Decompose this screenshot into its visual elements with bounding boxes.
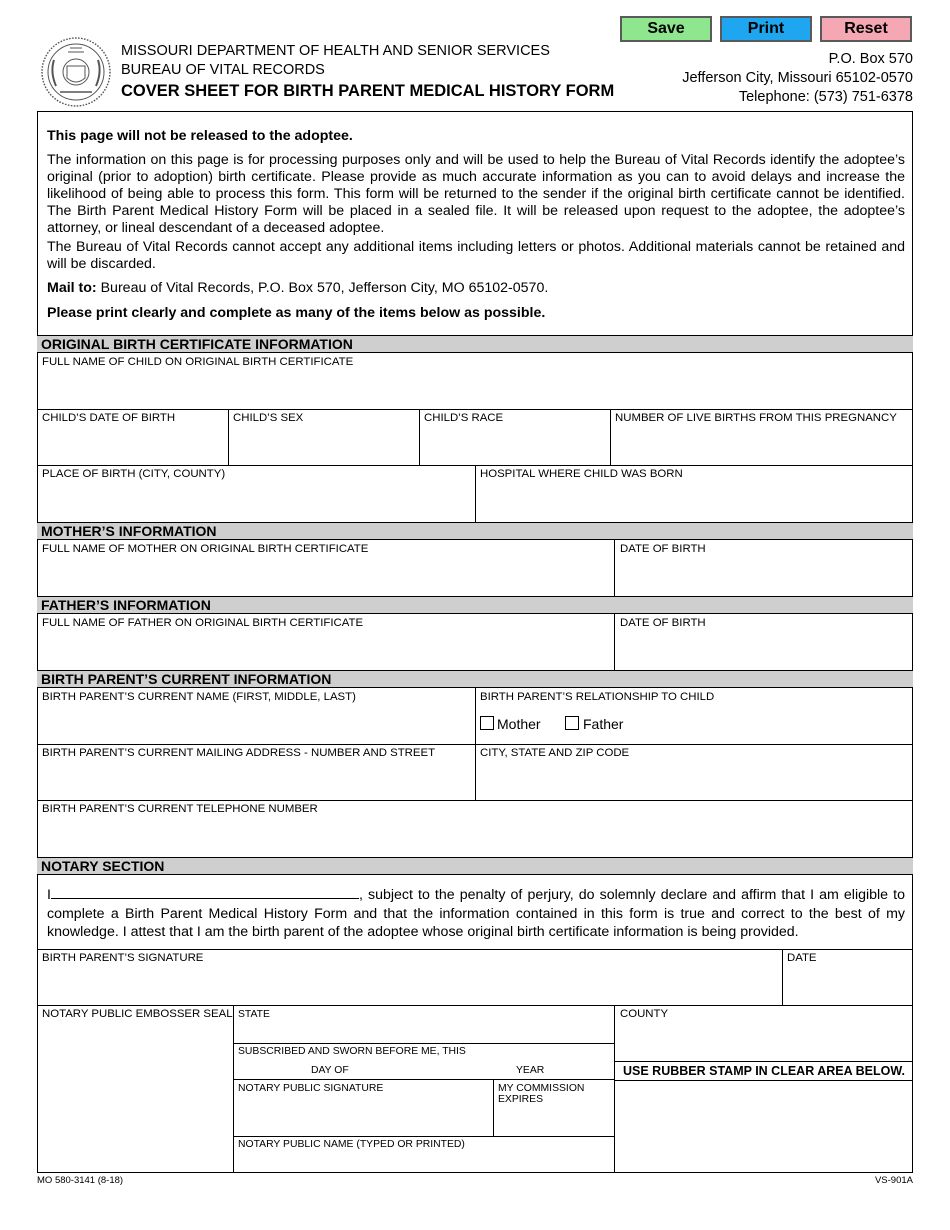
- day-of-label: DAY OF: [311, 1065, 349, 1076]
- save-button[interactable]: Save: [620, 16, 712, 42]
- mail-to-line: [47, 280, 905, 297]
- commission-expires-input[interactable]: [496, 1106, 612, 1134]
- signature-label: BIRTH PARENT’S SIGNATURE: [42, 952, 204, 964]
- bureau-name: BUREAU OF VITAL RECORDS: [121, 62, 325, 78]
- divider: [37, 744, 913, 745]
- section-current-information: BIRTH PARENT’S CURRENT INFORMATION: [37, 670, 913, 688]
- divider: [475, 465, 476, 522]
- subscribed-label: SUBSCRIBED AND SWORN BEFORE ME, THIS: [238, 1046, 466, 1057]
- telephone-input[interactable]: [40, 819, 910, 855]
- telephone-label: BIRTH PARENT’S CURRENT TELEPHONE NUMBER: [42, 803, 318, 815]
- father-name-input[interactable]: [40, 633, 612, 669]
- place-of-birth-label: PLACE OF BIRTH (CITY, COUNTY): [42, 468, 226, 480]
- child-sex-label: CHILD’S SEX: [233, 412, 304, 424]
- year-label: YEAR: [516, 1065, 545, 1076]
- mother-dob-input[interactable]: [617, 559, 911, 595]
- declaration-prefix: I: [47, 887, 51, 903]
- hospital-input[interactable]: [478, 484, 911, 520]
- divider: [228, 409, 229, 466]
- county-label: COUNTY: [620, 1008, 669, 1020]
- divider: [233, 1005, 234, 1173]
- divider: [614, 540, 615, 597]
- father-dob-label: DATE OF BIRTH: [620, 617, 706, 629]
- child-name-label: FULL NAME OF CHILD ON ORIGINAL BIRTH CERTIFICATE: [42, 356, 354, 368]
- live-births-input[interactable]: [613, 428, 911, 464]
- father-checkbox[interactable]: [565, 716, 579, 730]
- print-button[interactable]: Print: [720, 16, 812, 42]
- child-race-label: CHILD’S RACE: [424, 412, 504, 424]
- address-city: Jefferson City, Missouri 65102-0570: [682, 70, 913, 86]
- mother-name-input[interactable]: [40, 559, 612, 595]
- embosser-seal-label: NOTARY PUBLIC EMBOSSER SEAL: [42, 1008, 233, 1020]
- hospital-label: HOSPITAL WHERE CHILD WAS BORN: [480, 468, 683, 480]
- divider: [610, 409, 611, 466]
- agency-name: MISSOURI DEPARTMENT OF HEALTH AND SENIOR SERVICES: [121, 43, 550, 59]
- divider: [233, 1079, 614, 1080]
- intro-paragraph-1: The information on this page is for processing purposes only and will be used to help the Bureau of Vital Records identify the adoptee’s original (prior to adoption) birth certificate. Please provide as much accurate information as you can to avoid delays and increase the likelihood of being able to process this form. This form will be returned to the sender if the original birth certificate cannot be identified. The Birth Parent Medical History Form will be placed in a sealed file. It will be released upon request to the adoptee, the adoptee’s attorney, or lineal descendant of a deceased adoptee.: [47, 152, 905, 236]
- mother-name-label: FULL NAME OF MOTHER ON ORIGINAL BIRTH CERTIFICATE: [42, 543, 369, 555]
- declarant-name-blank[interactable]: [51, 886, 359, 899]
- notary-declaration: [47, 886, 905, 942]
- notary-signature-label: NOTARY PUBLIC SIGNATURE: [238, 1083, 384, 1094]
- rubber-stamp-note: USE RUBBER STAMP IN CLEAR AREA BELOW.: [623, 1064, 905, 1078]
- signature-date-input[interactable]: [785, 968, 911, 1004]
- signature-input[interactable]: [40, 968, 780, 1004]
- form-code: VS-901A: [874, 1175, 913, 1186]
- section-original-birth-certificate: ORIGINAL BIRTH CERTIFICATE INFORMATION: [37, 335, 913, 353]
- print-instruction: Please print clearly and complete as many of the items below as possible.: [47, 305, 546, 321]
- mailing-address-label: BIRTH PARENT’S CURRENT MAILING ADDRESS - NUMBER AND STREET: [42, 747, 436, 759]
- divider: [614, 1005, 615, 1173]
- divider: [782, 949, 783, 1006]
- current-name-input[interactable]: [40, 707, 473, 743]
- form-title: COVER SHEET FOR BIRTH PARENT MEDICAL HISTORY FORM: [121, 82, 615, 100]
- divider: [37, 409, 913, 410]
- mother-option-label: Mother: [497, 716, 541, 732]
- place-of-birth-input[interactable]: [40, 484, 473, 520]
- mother-dob-label: DATE OF BIRTH: [620, 543, 706, 555]
- city-state-zip-input[interactable]: [478, 763, 911, 799]
- state-input[interactable]: [236, 1021, 612, 1041]
- section-father-information: FATHER’S INFORMATION: [37, 596, 913, 614]
- current-name-label: BIRTH PARENT’S CURRENT NAME (FIRST, MIDDLE, LAST): [42, 691, 356, 703]
- live-births-label: NUMBER OF LIVE BIRTHS FROM THIS PREGNANCY: [615, 412, 897, 424]
- address-po-box: P.O. Box 570: [828, 51, 913, 67]
- divider: [614, 1080, 913, 1081]
- divider: [233, 1043, 614, 1044]
- child-race-input[interactable]: [422, 428, 608, 464]
- divider: [493, 1079, 494, 1136]
- county-input[interactable]: [617, 1022, 911, 1058]
- city-state-zip-label: CITY, STATE AND ZIP CODE: [480, 747, 630, 759]
- divider: [614, 1061, 913, 1062]
- relationship-label: BIRTH PARENT’S RELATIONSHIP TO CHILD: [480, 691, 715, 703]
- release-notice: This page will not be released to the adoptee.: [47, 128, 353, 144]
- intro-paragraph-2: The Bureau of Vital Records cannot accept any additional items including letters or photos. Additional materials cannot be retained and will be discarded.: [47, 239, 905, 272]
- mail-to-label: Mail to:: [47, 280, 97, 296]
- mother-checkbox[interactable]: [480, 716, 494, 730]
- notary-signature-input[interactable]: [236, 1098, 491, 1134]
- father-name-label: FULL NAME OF FATHER ON ORIGINAL BIRTH CERTIFICATE: [42, 617, 364, 629]
- father-dob-input[interactable]: [617, 633, 911, 669]
- child-dob-input[interactable]: [40, 428, 226, 464]
- missouri-state-seal-icon: [40, 36, 112, 108]
- father-option-label: Father: [583, 716, 624, 732]
- declaration-text: , subject to the penalty of perjury, do solemnly declare and affirm that I am eligible to complete a Birth Parent Medical History Form and that the information contained in this form is true and correct to the best of my knowledge. I attest that I am the birth parent of the adoptee whose original birth certificate information is being provided.: [47, 887, 905, 940]
- section-mother-information: MOTHER’S INFORMATION: [37, 522, 913, 540]
- signature-date-label: DATE: [787, 952, 817, 964]
- notary-name-label: NOTARY PUBLIC NAME (TYPED OR PRINTED): [238, 1139, 465, 1150]
- form-number: MO 580-3141 (8-18): [37, 1175, 124, 1186]
- divider: [37, 800, 913, 801]
- reset-button[interactable]: Reset: [820, 16, 912, 42]
- mailing-address-input[interactable]: [40, 763, 473, 799]
- commission-expires-label: MY COMMISSION EXPIRES: [498, 1083, 585, 1105]
- section-notary: NOTARY SECTION: [37, 857, 913, 875]
- child-dob-label: CHILD’S DATE OF BIRTH: [42, 412, 176, 424]
- mail-to-address: Bureau of Vital Records, P.O. Box 570, Jefferson City, MO 65102-0570.: [96, 280, 549, 296]
- notary-name-input[interactable]: [236, 1152, 612, 1172]
- divider: [233, 1136, 614, 1137]
- address-telephone: Telephone: (573) 751-6378: [738, 89, 913, 105]
- child-name-input[interactable]: [40, 372, 910, 408]
- child-sex-input[interactable]: [231, 428, 417, 464]
- divider: [614, 614, 615, 671]
- divider: [37, 1005, 913, 1006]
- divider: [419, 409, 420, 466]
- state-label: STATE: [238, 1009, 270, 1020]
